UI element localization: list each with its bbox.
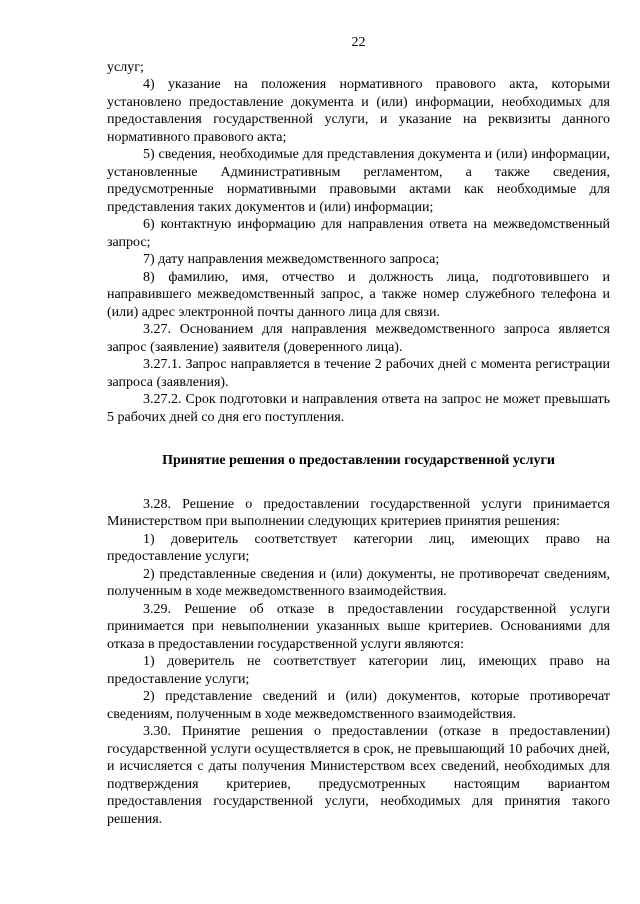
paragraph: 5) сведения, необходимые для представления документа и (или) информации, установленные Административным регламентом, а также сведения, предусмотренные нормативными правовыми актами как необходимые для представления таких документов и (или) информации; [107, 147, 610, 215]
paragraph: услуг; [107, 59, 144, 75]
paragraph: 1) доверитель не соответствует категории лиц, имеющих право на предоставление услуги; [107, 654, 610, 687]
paragraph: 3.27.2. Срок подготовки и направления ответа на запрос не может превышать 5 рабочих дней со дня его поступления. [107, 392, 610, 425]
paragraph: 3.30. Принятие решения о предоставлении (отказе в предоставлении) государственной услуги осуществляется в срок, не превышающий 10 рабочих дней, и исчисляется с даты получения Министерством всех сведений, необходимых для подтверждения критериев, предусмотренных настоящим вариантом предоставления государственной услуги, необходимых для принятия такого решения. [107, 724, 610, 827]
paragraphs-top [107, 59, 610, 427]
paragraph: 3.27. Основанием для направления межведомственного запроса является запрос (заявление) заявителя (доверенного лица). [107, 322, 610, 355]
paragraph: 2) представление сведений и (или) документов, которые противоречат сведениям, полученным в ходе межведомственного взаимодействия. [107, 689, 610, 722]
paragraph: 3.27.1. Запрос направляется в течение 2 рабочих дней с момента регистрации запроса (заявления). [107, 357, 610, 390]
paragraph: 3.29. Решение об отказе в предоставлении государственной услуги принимается при невыполнении указанных выше критериев. Основаниями для отказа в предоставлении государственной услуги являются: [107, 601, 610, 652]
paragraph: 2) представленные сведения и (или) документы, не противоречат сведениям, полученным в ходе межведомственного взаимодействия. [107, 566, 610, 599]
paragraphs-bottom [107, 496, 610, 829]
paragraph: 7) дату направления межведомственного запроса; [143, 252, 440, 267]
section-heading: Принятие решения о предоставлении государственной услуги [162, 453, 555, 468]
document-page [107, 34, 610, 828]
paragraph: 8) фамилию, имя, отчество и должность лица, подготовившего и направившего межведомственный запрос, а также номер служебного телефона и (или) адрес электронной почты данного лица для связи. [107, 269, 610, 320]
paragraph: 4) указание на положения нормативного правового акта, которыми установлено предоставление документа и (или) информации, необходимых для предоставления государственной услуги, и указание на реквизиты данного нормативного правового акта; [107, 77, 610, 145]
paragraph: 1) доверитель соответствует категории лиц, имеющих право на предоставление услуги; [107, 531, 610, 564]
paragraph: 3.28. Решение о предоставлении государственной услуги принимается Министерством при выполнении следующих критериев принятия решения: [107, 496, 610, 529]
page-number: 22 [351, 35, 366, 50]
paragraph: 6) контактную информацию для направления ответа на межведомственный запрос; [107, 217, 610, 250]
